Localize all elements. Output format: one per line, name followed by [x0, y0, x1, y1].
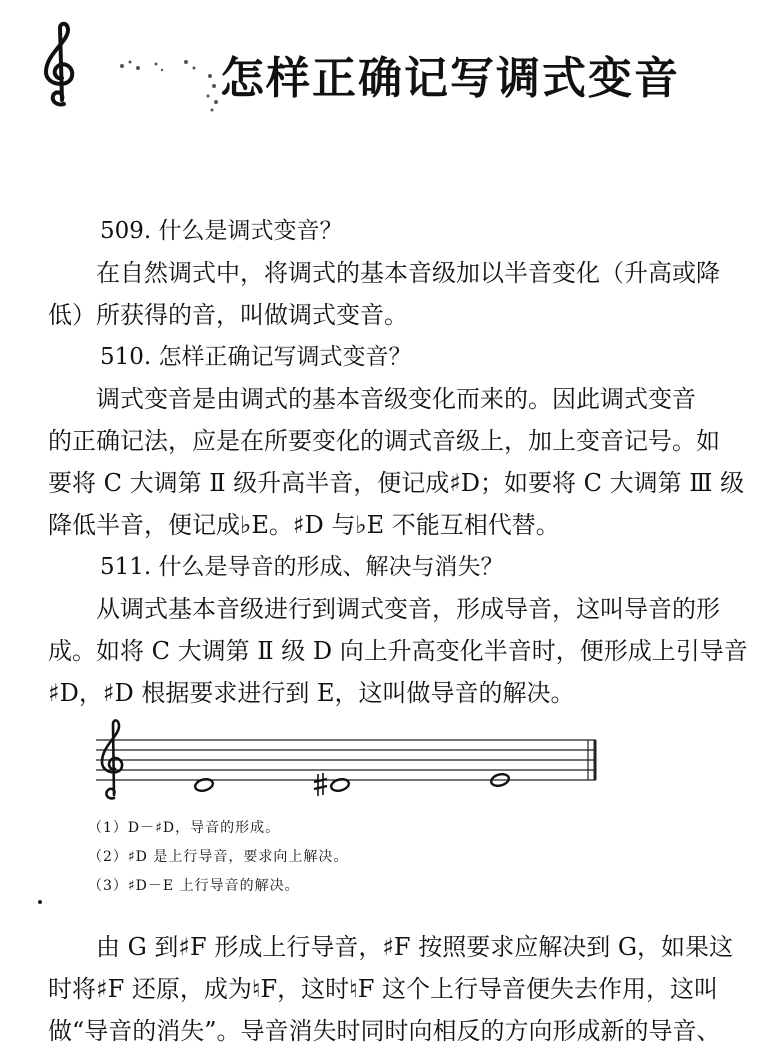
staff-svg — [96, 716, 606, 806]
answer-510: 调式变音是由调式的基本音级变化而来的。因此调式变音 的正确记法，应是在所要变化的调式音级上，加上变音记号。如 要将 C 大调第 Ⅱ 级升高半音，便记成♯D；如要将 C 大调第 Ⅲ 级 降低半音，便记成♭E。♯D 与♭E 不能互相代替。 — [48, 385, 745, 539]
caption-2: （2）♯D 是上行导音，要求向上解决。 — [88, 849, 349, 865]
caption-1: （1）D－♯D，导音的形成。 — [88, 820, 281, 836]
question-511: 511. 什么是导音的形成、解决与消失？ — [100, 554, 504, 580]
chapter-header — [36, 20, 736, 110]
question-509: 509. 什么是调式变音？ — [100, 218, 343, 244]
closing-line-3: 做“导音的消失”。导音消失时同时向相反的方向形成新的导音、 — [48, 1017, 721, 1045]
caption-3: （3）♯D－E 上行导音的解决。 — [88, 878, 300, 894]
main-text — [48, 210, 748, 714]
answer-509: 在自然调式中，将调式的基本音级加以半音变化（升高或降 低）所获得的音，叫做调式变音。 — [48, 259, 720, 329]
chapter-title: 怎样正确记写调式变音 — [220, 53, 680, 104]
question-510: 510. 怎样正确记写调式变音？ — [100, 344, 412, 370]
closing-line-1: 由 G 到♯F 形成上行导音，♯F 按照要求应解决到 G，如果这 — [96, 933, 734, 961]
note-sharp-d — [314, 773, 350, 796]
decorative-speckle — [116, 46, 236, 116]
example-captions — [88, 814, 588, 901]
closing-line-2: 时将♯F 还原，成为♮F，这时♮F 这个上行导音便失去作用，这叫 — [48, 975, 718, 1003]
music-staff-example — [96, 716, 606, 806]
answer-511: 从调式基本音级进行到调式变音，形成导音，这叫导音的形 成。如将 C 大调第 Ⅱ 级 D 向上升高变化半音时，便形成上引导音 ♯D，♯D 根据要求进行到 E，这叫做导音的解决。 — [48, 595, 748, 707]
stray-dot — [38, 900, 42, 904]
closing-text — [48, 926, 748, 1052]
treble-clef-icon — [36, 20, 86, 108]
